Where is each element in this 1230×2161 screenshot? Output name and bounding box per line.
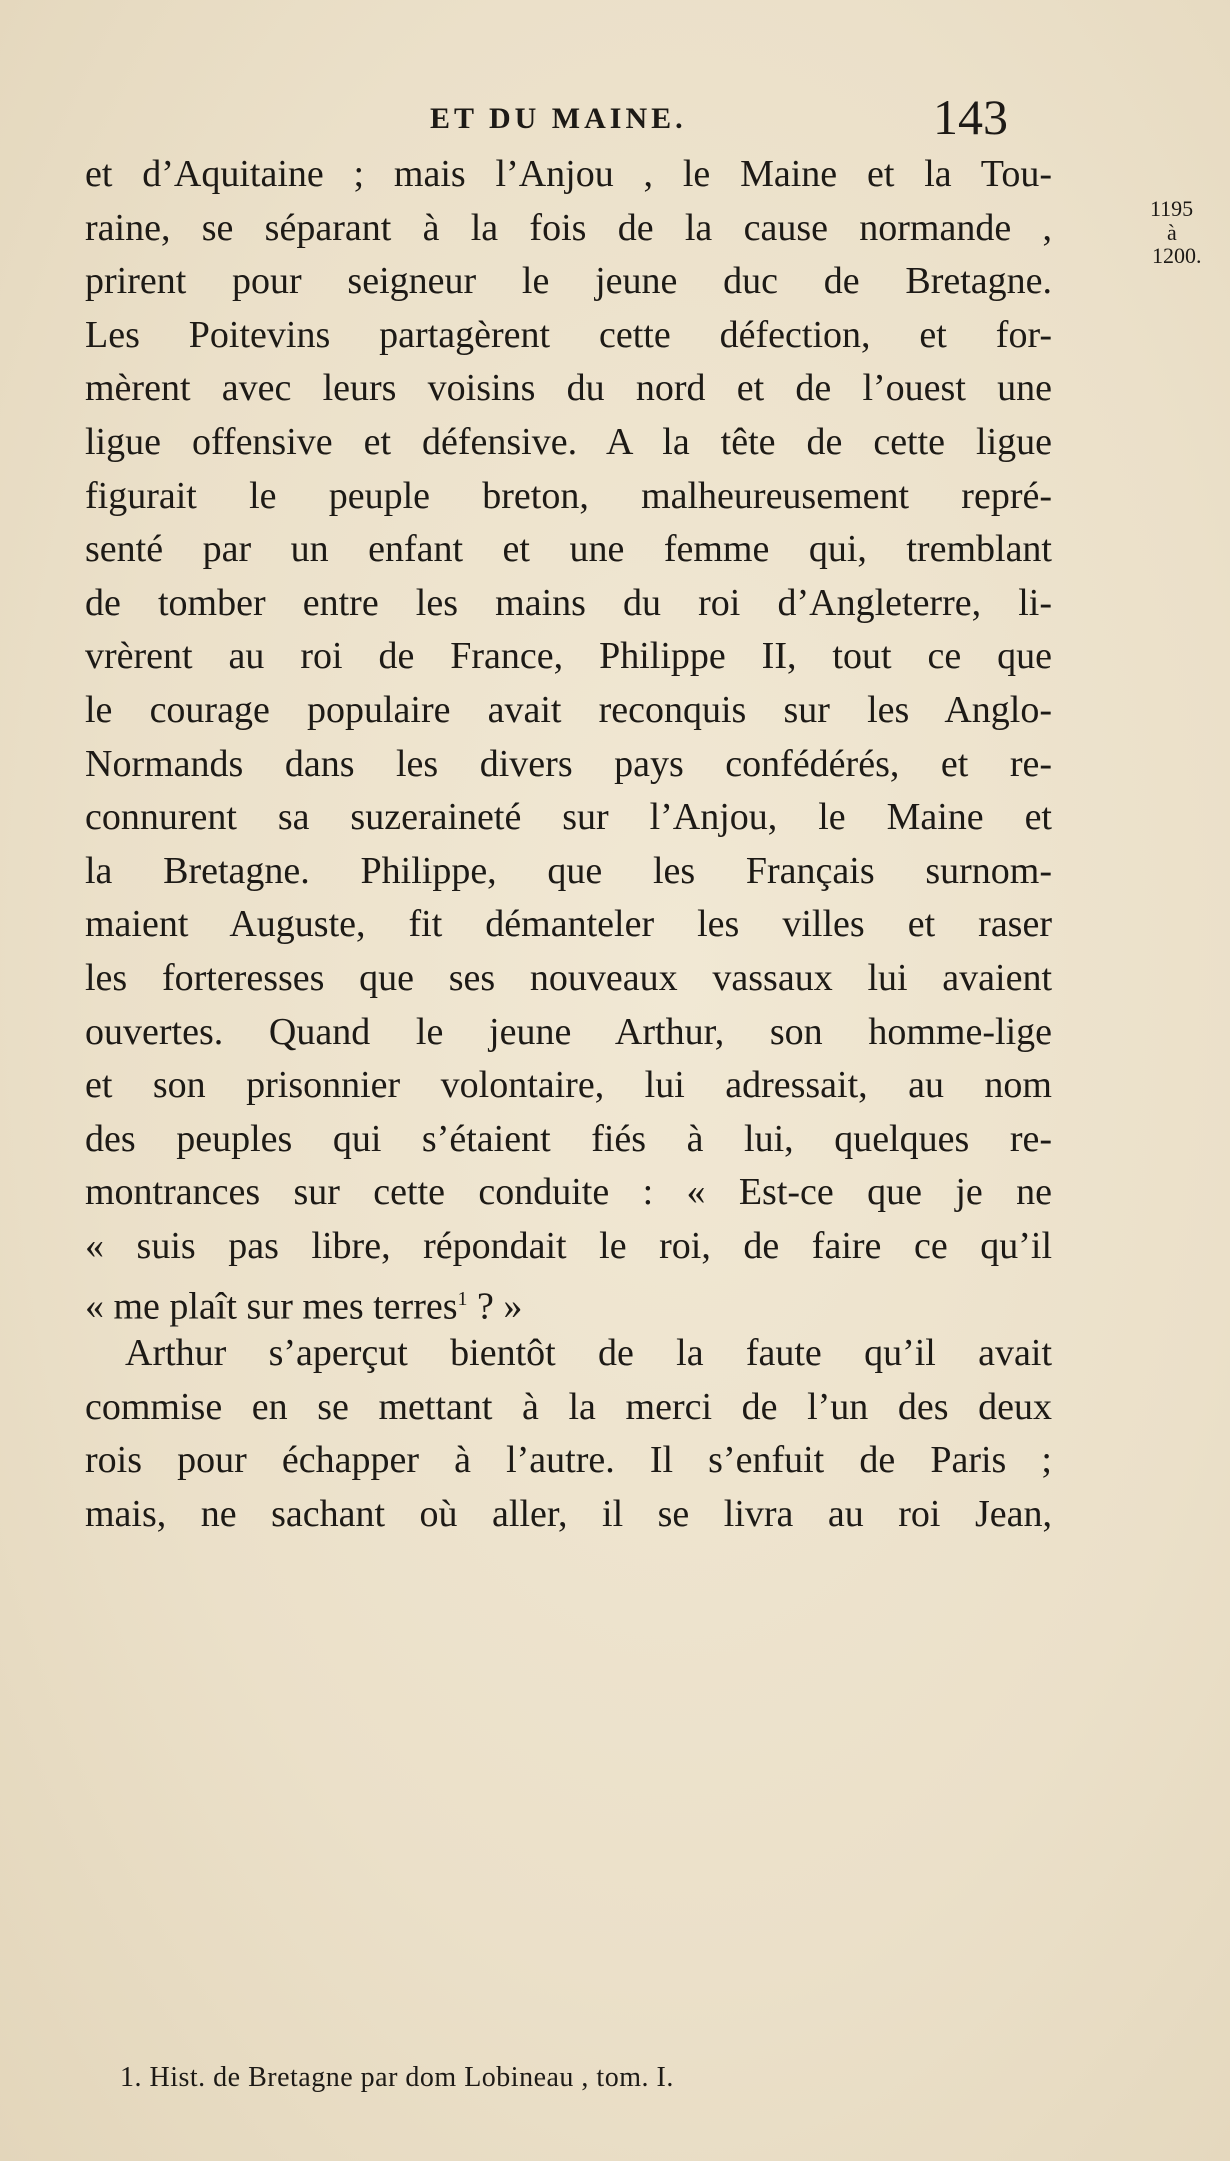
footnote-reference: 1 xyxy=(457,1288,468,1311)
margin-year-end: 1200. xyxy=(1152,243,1202,268)
text-line: Normands dans les divers pays confédérés, et re- xyxy=(85,742,1052,785)
running-head: ET DU MAINE. xyxy=(430,102,687,135)
body-text xyxy=(85,148,1052,1541)
text-line: des peuples qui s’étaient fiés à lui, quelques re- xyxy=(85,1117,1052,1160)
text-line: rois pour échapper à l’autre. Il s’enfuit de Paris ; xyxy=(85,1439,1052,1482)
text-line: mais, ne sachant où aller, il se livra au roi Jean, xyxy=(85,1492,1052,1535)
text-line: « suis pas libre, répondait le roi, de faire ce qu’il xyxy=(85,1224,1052,1267)
text-line: mèrent avec leurs voisins du nord et de l’ouest une xyxy=(85,367,1052,410)
footnote-text: Hist. de Bretagne par dom Lobineau , tom. I. xyxy=(149,2062,674,2093)
text-line: le courage populaire avait reconquis sur les Anglo- xyxy=(85,688,1052,731)
text-line: raine, se séparant à la fois de la cause normande , xyxy=(85,206,1052,249)
text-line: maient Auguste, fit démanteler les villes et raser xyxy=(85,903,1052,946)
margin-year-start: 1195 xyxy=(1150,196,1194,221)
text-line: commise en se mettant à la merci de l’un des deux xyxy=(85,1385,1052,1428)
text-line: connurent sa suzeraineté sur l’Anjou, le Maine et xyxy=(85,796,1052,839)
text-line: « me plaît sur mes terres xyxy=(85,1286,458,1329)
text-line: prirent pour seigneur le jeune duc de Bretagne. xyxy=(85,260,1052,303)
text-line: figurait le peuple breton, malheureusement repré- xyxy=(85,474,1052,517)
margin-connector: à xyxy=(1167,220,1177,245)
text-line: ligue offensive et défensive. A la tête de cette ligue xyxy=(85,420,1052,463)
text-line: et d’Aquitaine ; mais l’Anjou , le Maine et la Tou- xyxy=(85,153,1052,195)
quote-close: ? » xyxy=(467,1286,523,1329)
text-line: ouvertes. Quand le jeune Arthur, son homme-lige xyxy=(85,1010,1052,1053)
footnote xyxy=(120,2062,674,2094)
text-line: la Bretagne. Philippe, que les Français surnom- xyxy=(85,849,1052,892)
text-line: vrèrent au roi de France, Philippe II, tout ce que xyxy=(85,635,1052,678)
page-number: 143 xyxy=(933,89,1008,145)
text-line: de tomber entre les mains du roi d’Angleterre, li- xyxy=(85,581,1052,624)
text-line: senté par un enfant et une femme qui, tremblant xyxy=(85,528,1052,571)
text-line-paragraph-start: Arthur s’aperçut bientôt de la faute qu’il avait xyxy=(125,1332,1052,1375)
footnote-marker: 1. xyxy=(120,2062,142,2093)
text-line: et son prisonnier volontaire, lui adressait, au nom xyxy=(85,1064,1052,1107)
text-line: montrances sur cette conduite : « Est-ce que je ne xyxy=(85,1171,1052,1214)
text-line-quote-end xyxy=(85,1273,1052,1327)
text-line: Les Poitevins partagèrent cette défection, et for- xyxy=(85,313,1052,356)
text-line: les forteresses que ses nouveaux vassaux lui avaient xyxy=(85,956,1052,999)
